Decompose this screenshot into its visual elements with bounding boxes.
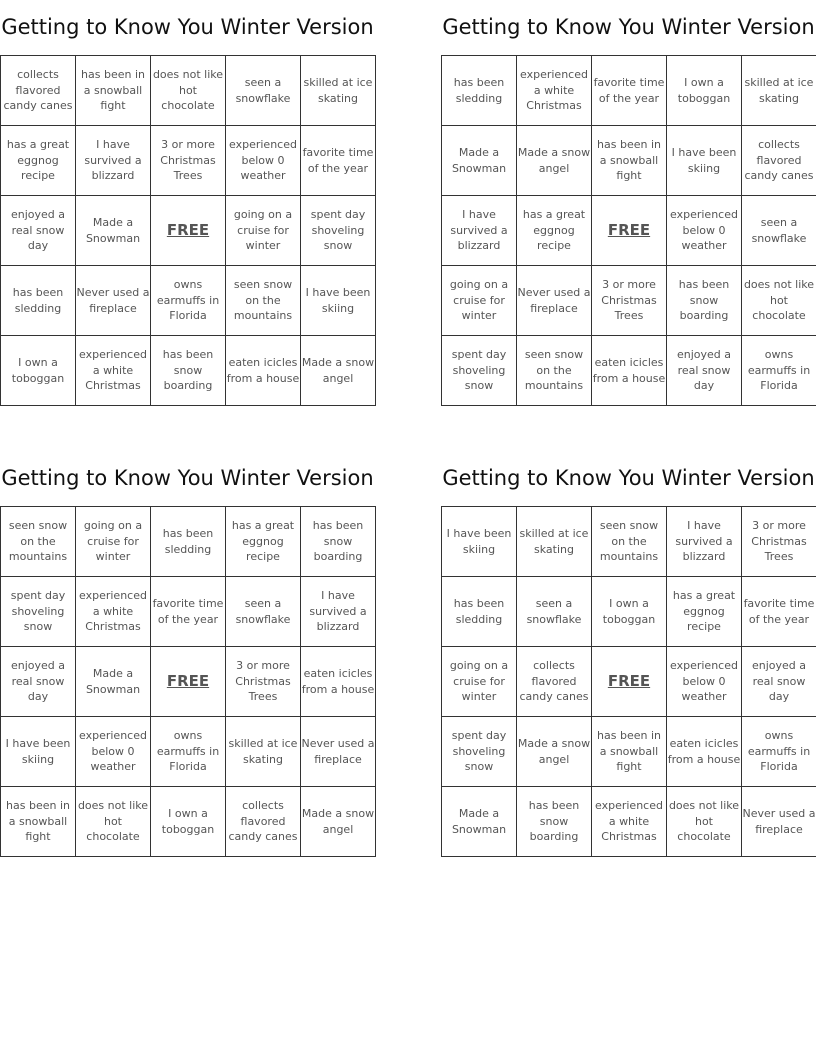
bingo-cell: Never used a fireplace [76,266,151,336]
bingo-cell: Made a Snowman [76,647,151,717]
bingo-cell: I have been skiing [442,507,517,577]
bingo-cell: seen snow on the mountains [1,507,76,577]
bingo-cell: favorite time of the year [151,577,226,647]
bingo-cell: spent day shoveling snow [1,577,76,647]
bingo-cell: Made a Snowman [76,196,151,266]
bingo-cell: has been sledding [1,266,76,336]
bingo-cell: Made a Snowman [442,126,517,196]
bingo-cell: seen a snowflake [742,196,816,266]
bingo-cell: going on a cruise for winter [442,647,517,717]
bingo-cell: does not like hot chocolate [667,787,742,857]
bingo-grid [0,506,376,857]
free-space: FREE [592,647,667,717]
bingo-row [442,266,816,336]
bingo-cell: I own a toboggan [151,787,226,857]
bingo-cell: owns earmuffs in Florida [742,717,816,787]
free-space: FREE [151,196,226,266]
bingo-row [442,196,816,266]
bingo-cell: experienced a white Christmas [76,336,151,406]
bingo-cell: has been sledding [442,577,517,647]
bingo-cell: I have been skiing [301,266,376,336]
bingo-cell: collects flavored candy canes [1,56,76,126]
bingo-row [1,196,376,266]
bingo-cell: 3 or more Christmas Trees [592,266,667,336]
bingo-cell: experienced a white Christmas [76,577,151,647]
bingo-row [442,577,816,647]
bingo-cell: experienced below 0 weather [667,196,742,266]
bingo-cell: has a great eggnog recipe [667,577,742,647]
bingo-cell: Made a Snowman [442,787,517,857]
bingo-cell: seen a snowflake [226,577,301,647]
bingo-cell: Never used a fireplace [742,787,816,857]
bingo-cell: owns earmuffs in Florida [151,717,226,787]
bingo-cell: experienced below 0 weather [76,717,151,787]
bingo-cell: has been in a snowball fight [592,126,667,196]
bingo-row [442,647,816,717]
bingo-cell: seen snow on the mountains [226,266,301,336]
bingo-cell: owns earmuffs in Florida [742,336,816,406]
bingo-cell: has been in a snowball fight [1,787,76,857]
card-title: Getting to Know You Winter Version [442,15,815,39]
bingo-row [1,56,376,126]
bingo-cell: enjoyed a real snow day [1,647,76,717]
card-title: Getting to Know You Winter Version [1,466,374,490]
bingo-cell: collects flavored candy canes [226,787,301,857]
bingo-cell: 3 or more Christmas Trees [151,126,226,196]
bingo-cell: favorite time of the year [742,577,816,647]
bingo-cell: 3 or more Christmas Trees [742,507,816,577]
bingo-cell: Made a snow angel [301,787,376,857]
bingo-cell: has been in a snowball fight [592,717,667,787]
bingo-cell: experienced below 0 weather [226,126,301,196]
bingo-cell: I own a toboggan [1,336,76,406]
bingo-cell: has a great eggnog recipe [226,507,301,577]
bingo-cell: does not like hot chocolate [742,266,816,336]
bingo-row [1,266,376,336]
bingo-row [1,336,376,406]
bingo-row [442,126,816,196]
bingo-row [1,787,376,857]
bingo-cell: does not like hot chocolate [76,787,151,857]
bingo-cell: collects flavored candy canes [517,647,592,717]
bingo-cell: has a great eggnog recipe [517,196,592,266]
bingo-cell: collects flavored candy canes [742,126,816,196]
bingo-cell: eaten icicles from a house [226,336,301,406]
bingo-cell: owns earmuffs in Florida [151,266,226,336]
bingo-cell: I have survived a blizzard [76,126,151,196]
bingo-cell: I have survived a blizzard [442,196,517,266]
bingo-cell: spent day shoveling snow [442,336,517,406]
bingo-cell: going on a cruise for winter [226,196,301,266]
card-title: Getting to Know You Winter Version [1,15,374,39]
bingo-cell: seen snow on the mountains [517,336,592,406]
bingo-cell: eaten icicles from a house [592,336,667,406]
bingo-cell: seen snow on the mountains [592,507,667,577]
bingo-cell: I have been skiing [667,126,742,196]
bingo-cell: has been sledding [442,56,517,126]
bingo-cell: seen a snowflake [226,56,301,126]
bingo-row [442,56,816,126]
bingo-row [1,577,376,647]
bingo-cell: skilled at ice skating [517,507,592,577]
bingo-cell: eaten icicles from a house [667,717,742,787]
bingo-cell: 3 or more Christmas Trees [226,647,301,717]
bingo-cell: skilled at ice skating [226,717,301,787]
bingo-cell: has a great eggnog recipe [1,126,76,196]
bingo-grid [441,506,816,857]
bingo-cell: has been snow boarding [301,507,376,577]
bingo-cell: skilled at ice skating [301,56,376,126]
bingo-row [442,717,816,787]
bingo-cell: going on a cruise for winter [442,266,517,336]
bingo-cell: going on a cruise for winter [76,507,151,577]
bingo-cell: has been snow boarding [517,787,592,857]
bingo-grid [0,55,376,406]
bingo-cell: skilled at ice skating [742,56,816,126]
bingo-cell: experienced below 0 weather [667,647,742,717]
bingo-grid [441,55,816,406]
bingo-cell: spent day shoveling snow [442,717,517,787]
bingo-cell: has been snow boarding [151,336,226,406]
bingo-cell: favorite time of the year [301,126,376,196]
bingo-cell: enjoyed a real snow day [742,647,816,717]
bingo-cell: I own a toboggan [667,56,742,126]
bingo-cell: favorite time of the year [592,56,667,126]
bingo-cell: I have survived a blizzard [301,577,376,647]
bingo-cell: Made a snow angel [517,126,592,196]
bingo-cell: Made a snow angel [301,336,376,406]
bingo-cell: Made a snow angel [517,717,592,787]
free-space: FREE [592,196,667,266]
bingo-cell: I have been skiing [1,717,76,787]
bingo-cell: seen a snowflake [517,577,592,647]
bingo-cell: enjoyed a real snow day [1,196,76,266]
bingo-cell: does not like hot chocolate [151,56,226,126]
bingo-cell: Never used a fireplace [517,266,592,336]
bingo-cell: has been in a snowball fight [76,56,151,126]
card-title: Getting to Know You Winter Version [442,466,815,490]
bingo-row [442,507,816,577]
bingo-row [442,787,816,857]
bingo-cell: eaten icicles from a house [301,647,376,717]
bingo-cell: I have survived a blizzard [667,507,742,577]
bingo-cell: has been sledding [151,507,226,577]
bingo-cell: I own a toboggan [592,577,667,647]
bingo-row [1,507,376,577]
bingo-cell: experienced a white Christmas [592,787,667,857]
bingo-row [1,126,376,196]
bingo-row [1,717,376,787]
bingo-cell: Never used a fireplace [301,717,376,787]
bingo-cell: spent day shoveling snow [301,196,376,266]
bingo-cell: has been snow boarding [667,266,742,336]
bingo-row [1,647,376,717]
bingo-row [442,336,816,406]
bingo-cell: enjoyed a real snow day [667,336,742,406]
bingo-cell: experienced a white Christmas [517,56,592,126]
free-space: FREE [151,647,226,717]
